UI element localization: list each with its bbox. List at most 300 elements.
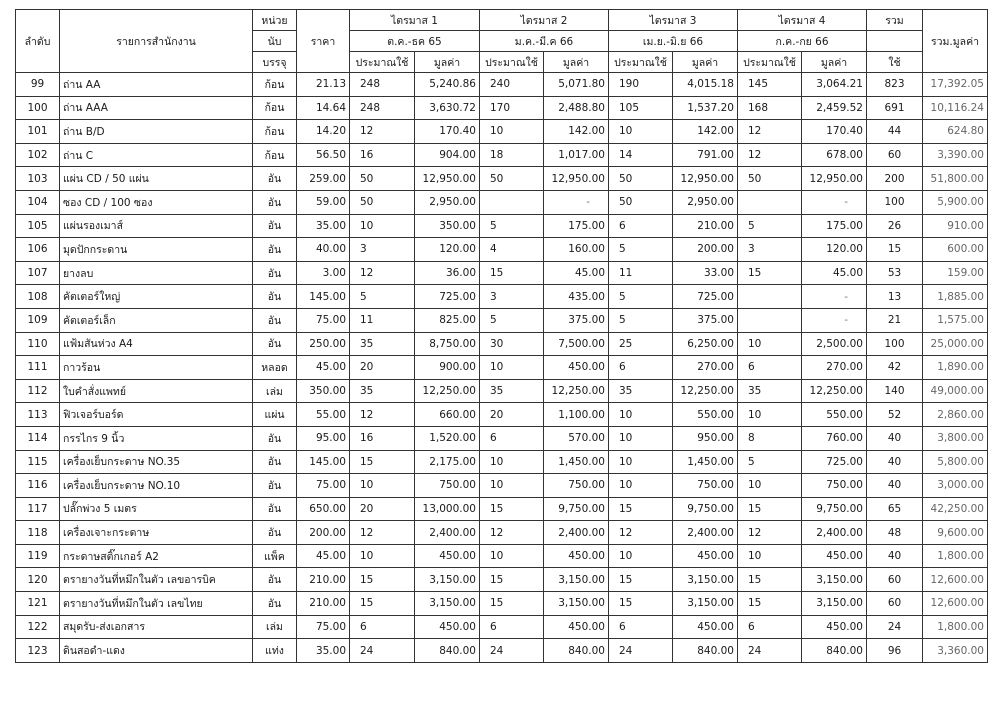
row-q1-est: 12 xyxy=(350,120,415,144)
row-q4-value: 550.00 xyxy=(802,403,867,427)
row-no: 106 xyxy=(16,238,60,262)
row-q4-value: - xyxy=(802,190,867,214)
row-q1-est: 3 xyxy=(350,238,415,262)
row-price: 3.00 xyxy=(297,261,350,285)
header-q1-period: ต.ค.-ธค 65 xyxy=(350,31,480,52)
row-q4-value: 450.00 xyxy=(802,544,867,568)
row-q3-value: 450.00 xyxy=(673,615,738,639)
table-row xyxy=(16,214,988,238)
row-q1-est: 248 xyxy=(350,96,415,120)
row-no: 121 xyxy=(16,592,60,616)
row-q3-est: 6 xyxy=(609,615,673,639)
row-price: 210.00 xyxy=(297,592,350,616)
row-total-value: 10,116.24 xyxy=(923,96,988,120)
row-q3-est: 24 xyxy=(609,639,673,663)
row-q2-value: 12,250.00 xyxy=(544,379,609,403)
row-q1-value: 12,250.00 xyxy=(415,379,480,403)
row-q1-value: 12,950.00 xyxy=(415,167,480,191)
row-no: 119 xyxy=(16,544,60,568)
row-q4-value: 175.00 xyxy=(802,214,867,238)
row-item: ถ่าน AA xyxy=(60,73,253,97)
row-item: เครื่องเย็บกระดาษ NO.10 xyxy=(60,474,253,498)
row-q4-value: 2,400.00 xyxy=(802,521,867,545)
office-supply-table xyxy=(15,9,988,663)
row-q3-value: 1,537.20 xyxy=(673,96,738,120)
row-q1-value: 450.00 xyxy=(415,544,480,568)
row-q3-est: 10 xyxy=(609,403,673,427)
row-total-value: 3,800.00 xyxy=(923,426,988,450)
header-no: ลำดับ xyxy=(16,10,60,73)
table-row xyxy=(16,190,988,214)
row-no: 113 xyxy=(16,403,60,427)
row-q3-value: 4,015.18 xyxy=(673,73,738,97)
header-quarter-2: ไตรมาส 2 xyxy=(480,10,609,31)
row-q3-value: 33.00 xyxy=(673,261,738,285)
row-item: กรรไกร 9 นิ้ว xyxy=(60,426,253,450)
row-unit: อัน xyxy=(253,167,297,191)
row-q3-est: 10 xyxy=(609,120,673,144)
row-q4-value: 2,500.00 xyxy=(802,332,867,356)
row-no: 101 xyxy=(16,120,60,144)
row-total-used: 42 xyxy=(867,356,923,380)
row-no: 114 xyxy=(16,426,60,450)
header-q2-period: ม.ค.-มี.ค 66 xyxy=(480,31,609,52)
header-q1-value: มูลค่า xyxy=(415,52,480,73)
row-total-used: 200 xyxy=(867,167,923,191)
row-q4-est: 50 xyxy=(738,167,802,191)
row-total-used: 40 xyxy=(867,474,923,498)
row-q3-value: 950.00 xyxy=(673,426,738,450)
row-q2-est: 5 xyxy=(480,214,544,238)
header-quarter-3: ไตรมาส 3 xyxy=(609,10,738,31)
row-q3-value: 200.00 xyxy=(673,238,738,262)
row-q1-est: 50 xyxy=(350,167,415,191)
row-q4-est: 15 xyxy=(738,497,802,521)
row-q2-est: 15 xyxy=(480,497,544,521)
row-q4-est: 12 xyxy=(738,120,802,144)
row-price: 59.00 xyxy=(297,190,350,214)
row-q4-est: 10 xyxy=(738,474,802,498)
header-q3-value: มูลค่า xyxy=(673,52,738,73)
row-q2-value: 3,150.00 xyxy=(544,592,609,616)
row-no: 105 xyxy=(16,214,60,238)
row-q1-est: 20 xyxy=(350,356,415,380)
row-price: 210.00 xyxy=(297,568,350,592)
table-row xyxy=(16,615,988,639)
header-q1-est: ประมาณใช้ xyxy=(350,52,415,73)
row-q3-value: 725.00 xyxy=(673,285,738,309)
row-q3-est: 10 xyxy=(609,474,673,498)
row-unit: อัน xyxy=(253,214,297,238)
row-item: แผ่นรองเมาส์ xyxy=(60,214,253,238)
row-q4-value: 12,950.00 xyxy=(802,167,867,191)
row-unit: ก้อน xyxy=(253,143,297,167)
row-item: เครื่องเย็บกระดาษ NO.35 xyxy=(60,450,253,474)
row-q4-est: 5 xyxy=(738,450,802,474)
row-q4-est: 5 xyxy=(738,214,802,238)
row-unit: หลอด xyxy=(253,356,297,380)
row-q1-value: 170.40 xyxy=(415,120,480,144)
row-q4-est: 168 xyxy=(738,96,802,120)
header-item: รายการสำนักงาน xyxy=(60,10,253,73)
row-q1-est: 248 xyxy=(350,73,415,97)
row-total-value: 2,860.00 xyxy=(923,403,988,427)
header-quarter-4: ไตรมาส 4 xyxy=(738,10,867,31)
row-item: ถ่าน C xyxy=(60,143,253,167)
row-no: 112 xyxy=(16,379,60,403)
row-unit: เล่ม xyxy=(253,615,297,639)
row-q4-value: 45.00 xyxy=(802,261,867,285)
row-total-value: 12,600.00 xyxy=(923,568,988,592)
row-unit: ก้อน xyxy=(253,120,297,144)
row-price: 40.00 xyxy=(297,238,350,262)
row-q1-est: 16 xyxy=(350,143,415,167)
row-q1-value: 904.00 xyxy=(415,143,480,167)
row-q1-value: 8,750.00 xyxy=(415,332,480,356)
row-q4-value: 270.00 xyxy=(802,356,867,380)
row-total-value: 1,800.00 xyxy=(923,544,988,568)
row-q2-value: 1,017.00 xyxy=(544,143,609,167)
table-row xyxy=(16,261,988,285)
row-q4-value: 170.40 xyxy=(802,120,867,144)
row-total-value: 1,575.00 xyxy=(923,308,988,332)
row-unit: ก้อน xyxy=(253,96,297,120)
header-q3-est: ประมาณใช้ xyxy=(609,52,673,73)
row-total-value: 600.00 xyxy=(923,238,988,262)
row-item: ซอง CD / 100 ซอง xyxy=(60,190,253,214)
row-q2-est: 30 xyxy=(480,332,544,356)
row-q4-value: 120.00 xyxy=(802,238,867,262)
row-unit: อัน xyxy=(253,474,297,498)
row-q3-est: 15 xyxy=(609,592,673,616)
row-unit: อัน xyxy=(253,190,297,214)
header-total-used: ใช้ xyxy=(867,52,923,73)
row-q3-est: 10 xyxy=(609,544,673,568)
header-price: ราคา xyxy=(297,10,350,73)
row-q2-est: 15 xyxy=(480,568,544,592)
row-price: 200.00 xyxy=(297,521,350,545)
table-row xyxy=(16,356,988,380)
row-item: ฟิวเจอร์บอร์ด xyxy=(60,403,253,427)
row-total-used: 60 xyxy=(867,143,923,167)
row-q1-est: 15 xyxy=(350,450,415,474)
row-q2-value: 375.00 xyxy=(544,308,609,332)
row-unit: อัน xyxy=(253,285,297,309)
row-q1-value: 660.00 xyxy=(415,403,480,427)
row-price: 45.00 xyxy=(297,356,350,380)
row-no: 111 xyxy=(16,356,60,380)
row-q1-est: 10 xyxy=(350,544,415,568)
row-price: 145.00 xyxy=(297,285,350,309)
row-q2-est: 50 xyxy=(480,167,544,191)
row-q3-value: 550.00 xyxy=(673,403,738,427)
row-q1-est: 35 xyxy=(350,332,415,356)
row-price: 95.00 xyxy=(297,426,350,450)
row-q2-value: 7,500.00 xyxy=(544,332,609,356)
row-q2-value: 1,450.00 xyxy=(544,450,609,474)
row-total-value: 3,360.00 xyxy=(923,639,988,663)
row-q2-est: 18 xyxy=(480,143,544,167)
row-q4-est: 35 xyxy=(738,379,802,403)
table-row xyxy=(16,544,988,568)
row-q3-est: 11 xyxy=(609,261,673,285)
row-q3-est: 190 xyxy=(609,73,673,97)
table-row xyxy=(16,474,988,498)
row-q4-est: 15 xyxy=(738,592,802,616)
row-total-used: 40 xyxy=(867,544,923,568)
row-q2-est: 5 xyxy=(480,308,544,332)
row-price: 250.00 xyxy=(297,332,350,356)
row-q2-est: 10 xyxy=(480,450,544,474)
row-item: กระดาษสติ๊กเกอร์ A2 xyxy=(60,544,253,568)
row-q2-est: 10 xyxy=(480,544,544,568)
row-q4-value: 725.00 xyxy=(802,450,867,474)
row-q3-est: 10 xyxy=(609,450,673,474)
row-unit: แพ็ค xyxy=(253,544,297,568)
row-total-used: 15 xyxy=(867,238,923,262)
row-total-value: 51,800.00 xyxy=(923,167,988,191)
row-price: 21.13 xyxy=(297,73,350,97)
row-total-used: 40 xyxy=(867,426,923,450)
row-total-value: 159.00 xyxy=(923,261,988,285)
row-total-used: 60 xyxy=(867,592,923,616)
row-q3-value: 375.00 xyxy=(673,308,738,332)
row-q3-est: 15 xyxy=(609,497,673,521)
row-price: 259.00 xyxy=(297,167,350,191)
table-row xyxy=(16,285,988,309)
row-no: 120 xyxy=(16,568,60,592)
row-total-value: 49,000.00 xyxy=(923,379,988,403)
row-unit: อัน xyxy=(253,568,297,592)
row-total-value: 1,800.00 xyxy=(923,615,988,639)
row-total-used: 96 xyxy=(867,639,923,663)
row-total-used: 21 xyxy=(867,308,923,332)
row-price: 75.00 xyxy=(297,308,350,332)
header-q4-est: ประมาณใช้ xyxy=(738,52,802,73)
row-no: 122 xyxy=(16,615,60,639)
row-unit: อัน xyxy=(253,261,297,285)
table-row xyxy=(16,238,988,262)
row-q1-est: 20 xyxy=(350,497,415,521)
row-price: 55.00 xyxy=(297,403,350,427)
row-q1-est: 35 xyxy=(350,379,415,403)
row-q2-est: 3 xyxy=(480,285,544,309)
row-unit: อัน xyxy=(253,308,297,332)
row-item: ถ่าน AAA xyxy=(60,96,253,120)
row-q2-value: 9,750.00 xyxy=(544,497,609,521)
row-q2-value: 435.00 xyxy=(544,285,609,309)
row-q2-value: 45.00 xyxy=(544,261,609,285)
row-q1-est: 50 xyxy=(350,190,415,214)
row-q2-value: 450.00 xyxy=(544,544,609,568)
row-q1-value: 5,240.86 xyxy=(415,73,480,97)
table-row xyxy=(16,568,988,592)
row-q4-est xyxy=(738,285,802,309)
row-q1-value: 120.00 xyxy=(415,238,480,262)
row-q2-value: 2,488.80 xyxy=(544,96,609,120)
row-no: 102 xyxy=(16,143,60,167)
row-q3-est: 35 xyxy=(609,379,673,403)
row-q3-value: 840.00 xyxy=(673,639,738,663)
row-no: 100 xyxy=(16,96,60,120)
row-total-value: 5,800.00 xyxy=(923,450,988,474)
row-q4-est: 6 xyxy=(738,356,802,380)
row-unit: เล่ม xyxy=(253,379,297,403)
row-unit: อัน xyxy=(253,521,297,545)
row-q4-est: 10 xyxy=(738,544,802,568)
row-q2-value: 142.00 xyxy=(544,120,609,144)
row-q3-value: 450.00 xyxy=(673,544,738,568)
row-item: แฟ้มสันห่วง A4 xyxy=(60,332,253,356)
table-row xyxy=(16,120,988,144)
row-q4-est: 12 xyxy=(738,521,802,545)
row-item: ใบคำสั่งแพทย์ xyxy=(60,379,253,403)
row-total-used: 13 xyxy=(867,285,923,309)
row-q1-value: 900.00 xyxy=(415,356,480,380)
row-item: แผ่น CD / 50 แผ่น xyxy=(60,167,253,191)
row-q2-est: 20 xyxy=(480,403,544,427)
row-no: 117 xyxy=(16,497,60,521)
row-price: 75.00 xyxy=(297,615,350,639)
row-price: 56.50 xyxy=(297,143,350,167)
row-q1-value: 725.00 xyxy=(415,285,480,309)
row-price: 145.00 xyxy=(297,450,350,474)
supply-table-sheet xyxy=(15,9,988,663)
header-quarter-1: ไตรมาส 1 xyxy=(350,10,480,31)
row-unit: อัน xyxy=(253,238,297,262)
row-unit: อัน xyxy=(253,426,297,450)
row-unit: อัน xyxy=(253,592,297,616)
row-q2-est: 15 xyxy=(480,261,544,285)
row-q1-est: 12 xyxy=(350,403,415,427)
row-q2-est: 6 xyxy=(480,615,544,639)
row-item: คัตเตอร์ใหญ่ xyxy=(60,285,253,309)
row-price: 650.00 xyxy=(297,497,350,521)
row-no: 108 xyxy=(16,285,60,309)
row-q3-est: 5 xyxy=(609,285,673,309)
row-q4-est: 12 xyxy=(738,143,802,167)
row-q1-value: 3,630.72 xyxy=(415,96,480,120)
table-row xyxy=(16,639,988,663)
row-q4-est xyxy=(738,308,802,332)
row-q4-est: 3 xyxy=(738,238,802,262)
row-q3-value: 9,750.00 xyxy=(673,497,738,521)
row-q1-value: 1,520.00 xyxy=(415,426,480,450)
row-q3-value: 2,400.00 xyxy=(673,521,738,545)
row-q1-est: 12 xyxy=(350,521,415,545)
row-unit: อัน xyxy=(253,497,297,521)
row-q4-value: 3,064.21 xyxy=(802,73,867,97)
row-q2-value: 3,150.00 xyxy=(544,568,609,592)
row-q3-est: 5 xyxy=(609,238,673,262)
header-total-blank xyxy=(867,31,923,52)
row-total-used: 52 xyxy=(867,403,923,427)
row-item: คัตเตอร์เล็ก xyxy=(60,308,253,332)
row-no: 103 xyxy=(16,167,60,191)
row-total-value: 910.00 xyxy=(923,214,988,238)
row-q3-est: 12 xyxy=(609,521,673,545)
row-q2-est: 35 xyxy=(480,379,544,403)
row-q2-value: 12,950.00 xyxy=(544,167,609,191)
header-q4-period: ก.ค.-กย 66 xyxy=(738,31,867,52)
row-q2-value: 450.00 xyxy=(544,356,609,380)
row-total-used: 100 xyxy=(867,332,923,356)
row-q1-est: 6 xyxy=(350,615,415,639)
header-total-value: รวม.มูลค่า xyxy=(923,10,988,73)
row-q4-value: 750.00 xyxy=(802,474,867,498)
row-q2-value: 160.00 xyxy=(544,238,609,262)
row-q4-est xyxy=(738,190,802,214)
row-item: ปลั๊กพ่วง 5 เมตร xyxy=(60,497,253,521)
row-q3-value: 270.00 xyxy=(673,356,738,380)
row-q1-value: 840.00 xyxy=(415,639,480,663)
row-q4-value: 760.00 xyxy=(802,426,867,450)
row-q3-value: 1,450.00 xyxy=(673,450,738,474)
row-no: 115 xyxy=(16,450,60,474)
row-q1-est: 11 xyxy=(350,308,415,332)
row-q1-value: 2,950.00 xyxy=(415,190,480,214)
row-price: 45.00 xyxy=(297,544,350,568)
row-total-value: 624.80 xyxy=(923,120,988,144)
row-q1-value: 825.00 xyxy=(415,308,480,332)
row-total-used: 100 xyxy=(867,190,923,214)
row-item: มุดปักกระดาน xyxy=(60,238,253,262)
row-total-used: 60 xyxy=(867,568,923,592)
row-q4-est: 15 xyxy=(738,261,802,285)
row-q1-est: 10 xyxy=(350,474,415,498)
row-total-value: 42,250.00 xyxy=(923,497,988,521)
row-q2-est: 6 xyxy=(480,426,544,450)
row-q2-est: 10 xyxy=(480,120,544,144)
row-q4-value: 450.00 xyxy=(802,615,867,639)
row-total-used: 65 xyxy=(867,497,923,521)
row-q3-est: 50 xyxy=(609,167,673,191)
row-no: 118 xyxy=(16,521,60,545)
header-q2-est: ประมาณใช้ xyxy=(480,52,544,73)
header-q4-value: มูลค่า xyxy=(802,52,867,73)
row-total-used: 24 xyxy=(867,615,923,639)
row-q4-est: 10 xyxy=(738,403,802,427)
row-q3-est: 5 xyxy=(609,308,673,332)
row-q1-value: 2,175.00 xyxy=(415,450,480,474)
row-unit: แท่ง xyxy=(253,639,297,663)
row-q3-est: 14 xyxy=(609,143,673,167)
row-q2-est: 12 xyxy=(480,521,544,545)
row-no: 110 xyxy=(16,332,60,356)
row-unit: แผ่น xyxy=(253,403,297,427)
row-q2-est: 170 xyxy=(480,96,544,120)
row-total-used: 823 xyxy=(867,73,923,97)
table-row xyxy=(16,73,988,97)
row-total-value: 25,000.00 xyxy=(923,332,988,356)
row-q2-value: 1,100.00 xyxy=(544,403,609,427)
row-q2-value: 450.00 xyxy=(544,615,609,639)
row-q3-est: 105 xyxy=(609,96,673,120)
row-q3-value: 12,950.00 xyxy=(673,167,738,191)
table-row xyxy=(16,379,988,403)
row-price: 350.00 xyxy=(297,379,350,403)
row-q3-est: 50 xyxy=(609,190,673,214)
row-price: 14.20 xyxy=(297,120,350,144)
row-q3-value: 750.00 xyxy=(673,474,738,498)
row-q4-value: - xyxy=(802,308,867,332)
row-q1-value: 3,150.00 xyxy=(415,592,480,616)
header-total: รวม xyxy=(867,10,923,31)
row-q1-value: 450.00 xyxy=(415,615,480,639)
row-total-used: 26 xyxy=(867,214,923,238)
table-row xyxy=(16,592,988,616)
row-q3-value: 210.00 xyxy=(673,214,738,238)
